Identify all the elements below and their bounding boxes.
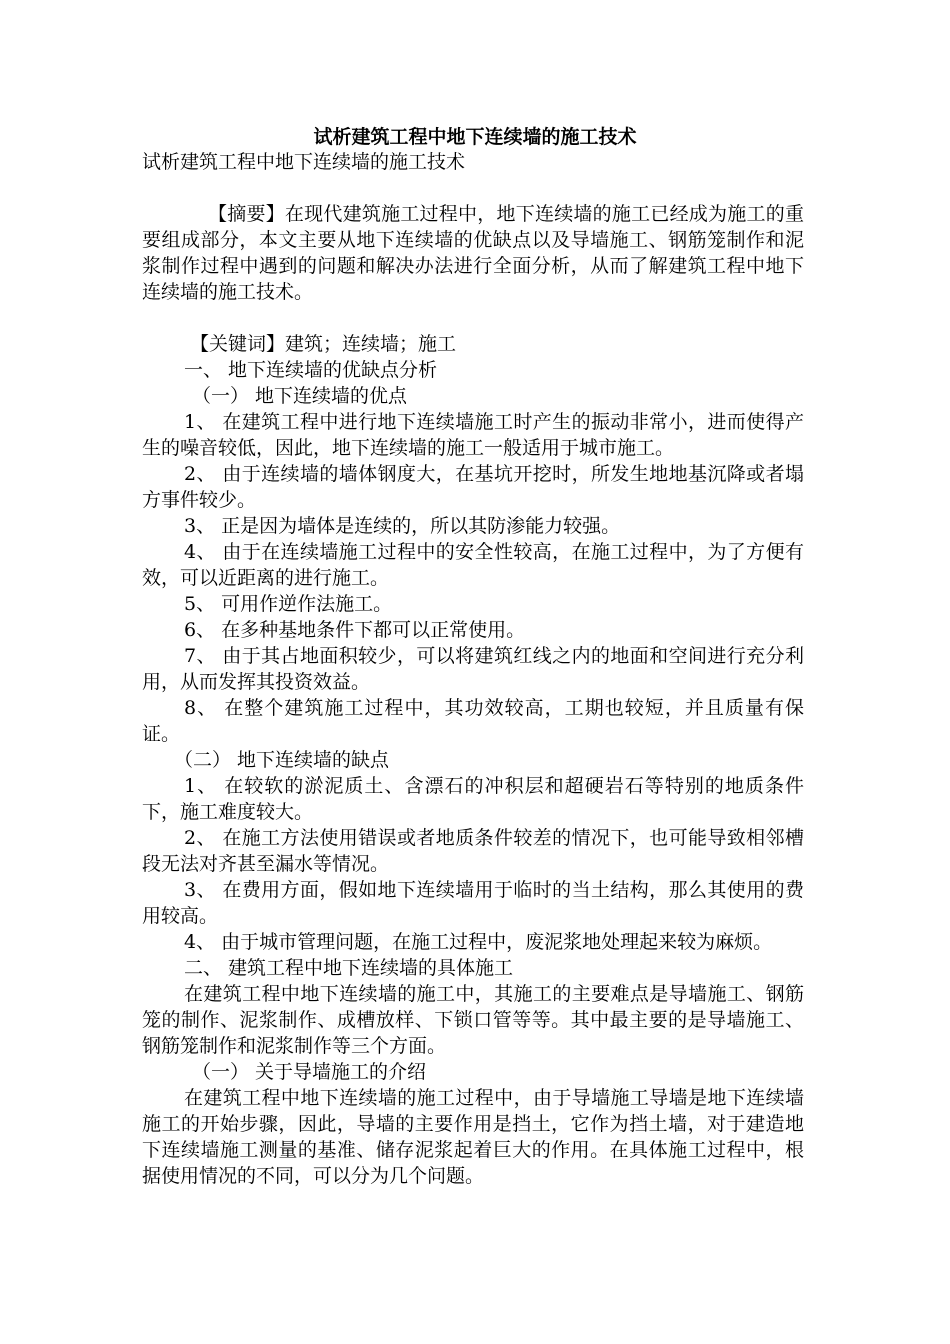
document-subtitle: 试析建筑工程中地下连续墙的施工技术 bbox=[142, 151, 466, 173]
body-paragraph: 在建筑工程中地下连续墙的施工中，其施工的主要难点是导墙施工、钢筋笼的制作、泥浆制作、成槽放样、下锁口管等等。其中最主要的是导墙施工、钢筋笼制作和泥浆制作等三个方面。 bbox=[142, 983, 804, 1057]
section-heading: 一、 地下连续墙的优缺点分析 bbox=[184, 359, 438, 381]
subsection-heading: （二） 地下连续墙的缺点 bbox=[174, 749, 390, 771]
spacer bbox=[142, 305, 804, 331]
document-title: 试析建筑工程中地下连续墙的施工技术 bbox=[313, 126, 637, 148]
abstract-paragraph: 【摘要】在现代建筑施工过程中，地下连续墙的施工已经成为施工的重要组成部分，本文主要从地下连续墙的优缺点以及导墙施工、钢筋笼制作和泥浆制作过程中遇到的问题和解决办法进行全面分析，从而了解建筑工程中地下连续墙的施工技术。 bbox=[142, 203, 804, 303]
list-item: 5、 可用作逆作法施工。 bbox=[184, 593, 393, 615]
keywords-line: 【关键词】建筑；连续墙；施工 bbox=[190, 333, 457, 355]
subsection-heading: （一） 地下连续墙的优点 bbox=[192, 385, 408, 407]
list-item: 3、 正是因为墙体是连续的，所以其防渗能力较强。 bbox=[184, 515, 621, 537]
list-item: 3、 在费用方面，假如地下连续墙用于临时的当土结构，那么其使用的费用较高。 bbox=[142, 879, 804, 927]
list-item: 1、 在建筑工程中进行地下连续墙施工时产生的振动非常小，进而使得产生的噪音较低，因此，地下连续墙的施工一般适用于城市施工。 bbox=[142, 411, 804, 459]
list-item: 1、 在较软的淤泥质土、含漂石的冲积层和超硬岩石等特别的地质条件下，施工难度较大。 bbox=[142, 775, 804, 823]
list-item: 2、 在施工方法使用错误或者地质条件较差的情况下，也可能导致相邻槽段无法对齐甚至漏水等情况。 bbox=[142, 827, 804, 875]
document-body bbox=[142, 149, 804, 1189]
list-item: 2、 由于连续墙的墙体钢度大，在基坑开挖时，所发生地地基沉降或者塌方事件较少。 bbox=[142, 463, 804, 511]
subsection-heading: （一） 关于导墙施工的介绍 bbox=[192, 1061, 427, 1083]
list-item: 7、 由于其占地面积较少，可以将建筑红线之内的地面和空间进行充分利用，从而发挥其投资效益。 bbox=[142, 645, 804, 693]
list-item: 6、 在多种基地条件下都可以正常使用。 bbox=[184, 619, 526, 641]
body-paragraph: 在建筑工程中地下连续墙的施工过程中，由于导墙施工导墙是地下连续墙施工的开始步骤，因此，导墙的主要作用是挡土，它作为挡土墙，对于建造地下连续墙施工测量的基准、储存泥浆起着巨大的作用。在具体施工过程中，根据使用情况的不同，可以分为几个问题。 bbox=[142, 1087, 804, 1187]
list-item: 8、 在整个建筑施工过程中，其功效较高，工期也较短，并且质量有保证。 bbox=[142, 697, 804, 745]
section-heading: 二、 建筑工程中地下连续墙的具体施工 bbox=[184, 957, 514, 979]
spacer bbox=[142, 175, 804, 201]
list-item: 4、 由于在连续墙施工过程中的安全性较高，在施工过程中，为了方便有效，可以近距离的进行施工。 bbox=[142, 541, 804, 589]
list-item: 4、 由于城市管理问题，在施工过程中，废泥浆地处理起来较为麻烦。 bbox=[184, 931, 773, 953]
